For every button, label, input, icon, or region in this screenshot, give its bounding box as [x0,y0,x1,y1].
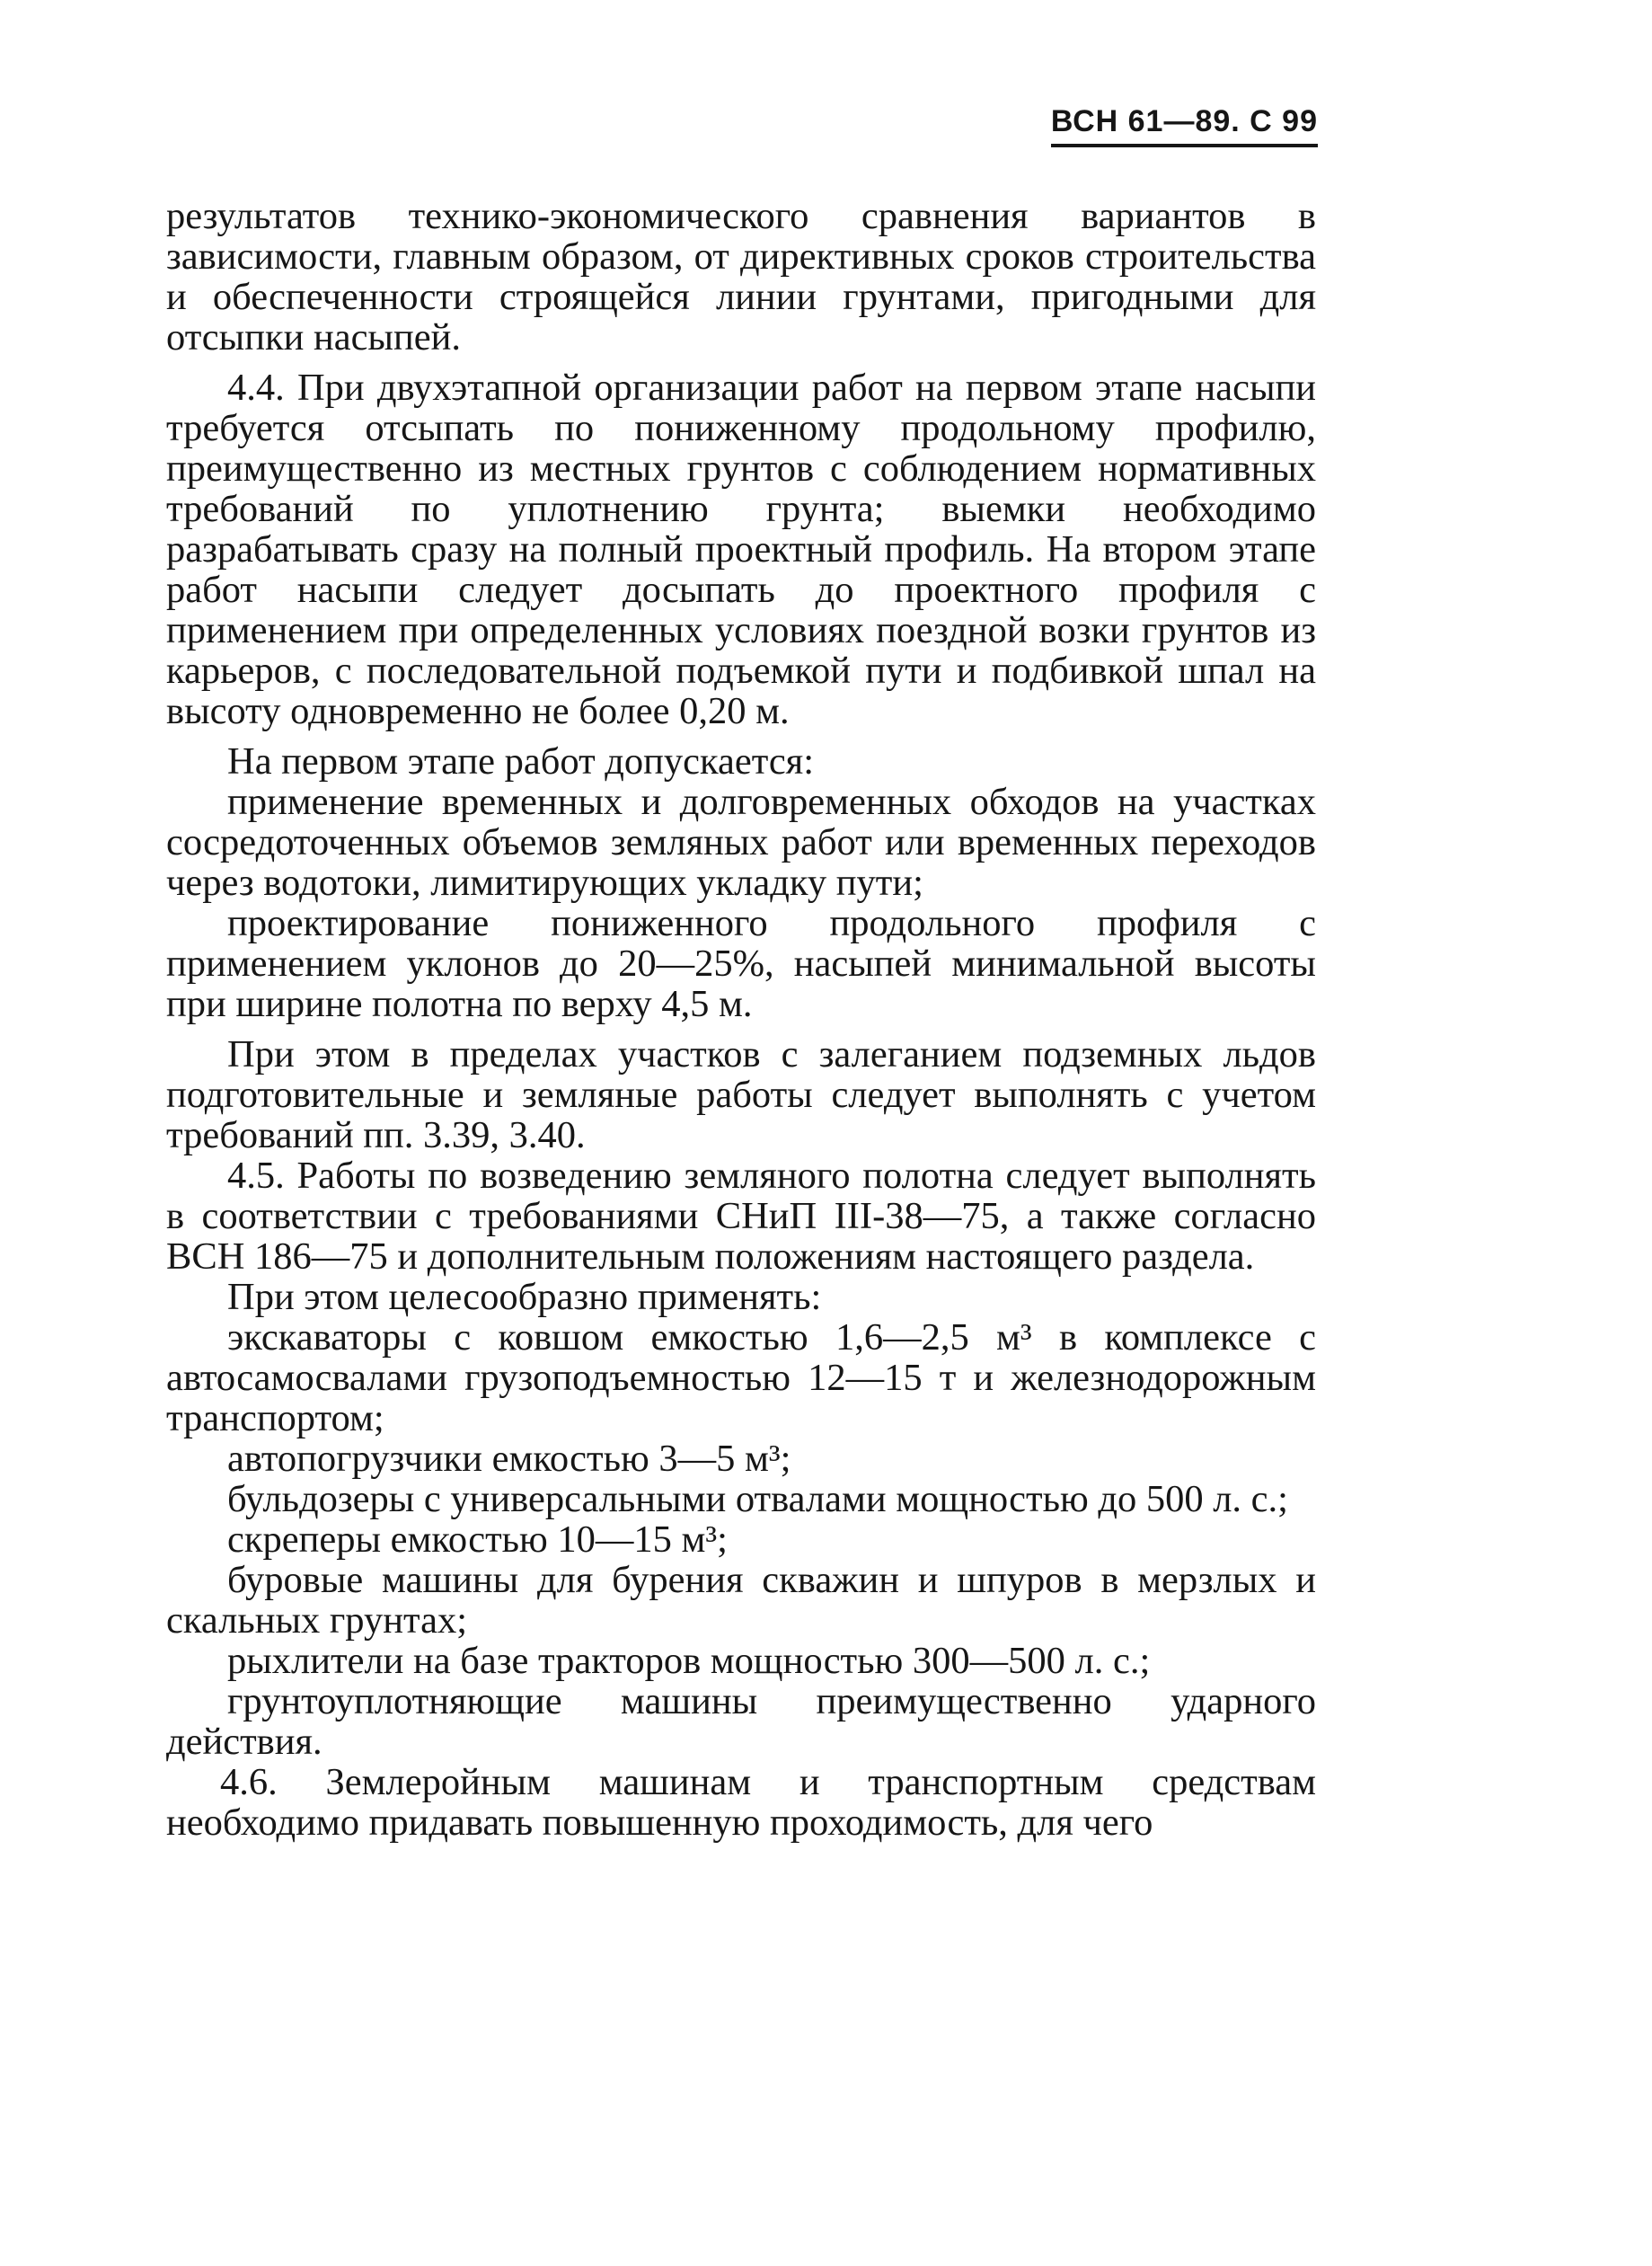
list-item-rippers: рыхлители на базе тракторов мощностью 300—500 л. с.; [227,1640,1151,1682]
list-item-compactors: грунтоуплотняющие машины преимущественно ударного действия. [166,1680,1316,1763]
paragraph-equipment-intro: При этом целесообразно применять: [227,1276,822,1318]
page-body [166,196,1316,1843]
clause-4-4: 4.4. При двухэтапной организации работ на первом этапе насыпи требуется отсыпать по пониженному продольному профилю, преимущественно из местных грунтов с соблюдением нормативных требований по уплотнению грунта; выемки необходимо разрабатывать сразу на полный проектный профиль. На втором этапе работ насыпи следует досыпать до проектного профиля с применением при определенных условиях поездной возки грунтов из карьеров, с последовательной подъемкой пути и подбивкой шпал на высоту одновременно не более 0,20 м. [166,367,1316,732]
paragraph-ground-ice: При этом в пределах участков с залеганием подземных льдов подготовительные и земляные работы следует выполнять с учетом требований пп. 3.39, 3.40. [166,1033,1316,1156]
running-header: ВСН 61—89. С 99 [1051,101,1318,147]
clause-4-6: 4.6. Землеройным машинам и транспортным средствам необходимо придавать повышенную проходимость, для чего [166,1761,1316,1844]
list-item-bypasses: применение временных и долговременных обходов на участках сосредоточенных объемов земляных работ или временных переходов через водотоки, лимитирующих укладку пути; [166,781,1316,904]
paragraph-continuation: результатов технико-экономического сравнения вариантов в зависимости, главным образом, от директивных сроков строительства и обеспеченности строящейся линии грунтами, пригодными для отсыпки насыпей. [166,195,1316,358]
list-item-loaders: автопогрузчики емкостью 3—5 м³; [227,1438,791,1480]
paragraph-first-stage-intro: На первом этапе работ допускается: [227,740,815,783]
list-item-lowered-profile: проектирование пониженного продольного профиля с применением уклонов до 20—25%, насыпей минимальной высоты при ширине полотна по верху 4,5 м. [166,902,1316,1025]
list-item-bulldozers: бульдозеры с универсальными отвалами мощностью до 500 л. с.; [227,1478,1288,1520]
clause-4-5: 4.5. Работы по возведению земляного полотна следует выполнять в соответствии с требованиями СНиП III-38—75, а также согласно ВСН 186—75 и дополнительным положениям настоящего раздела. [166,1155,1316,1278]
list-item-excavators: экскаваторы с ковшом емкостью 1,6—2,5 м³ в комплексе с автосамосвалами грузоподъемностью 12—15 т и железнодорожным транспортом; [166,1316,1316,1439]
list-item-scrapers: скреперы емкостью 10—15 м³; [227,1518,728,1561]
list-item-drilling-machines: буровые машины для бурения скважин и шпуров в мерзлых и скальных грунтах; [166,1559,1316,1642]
